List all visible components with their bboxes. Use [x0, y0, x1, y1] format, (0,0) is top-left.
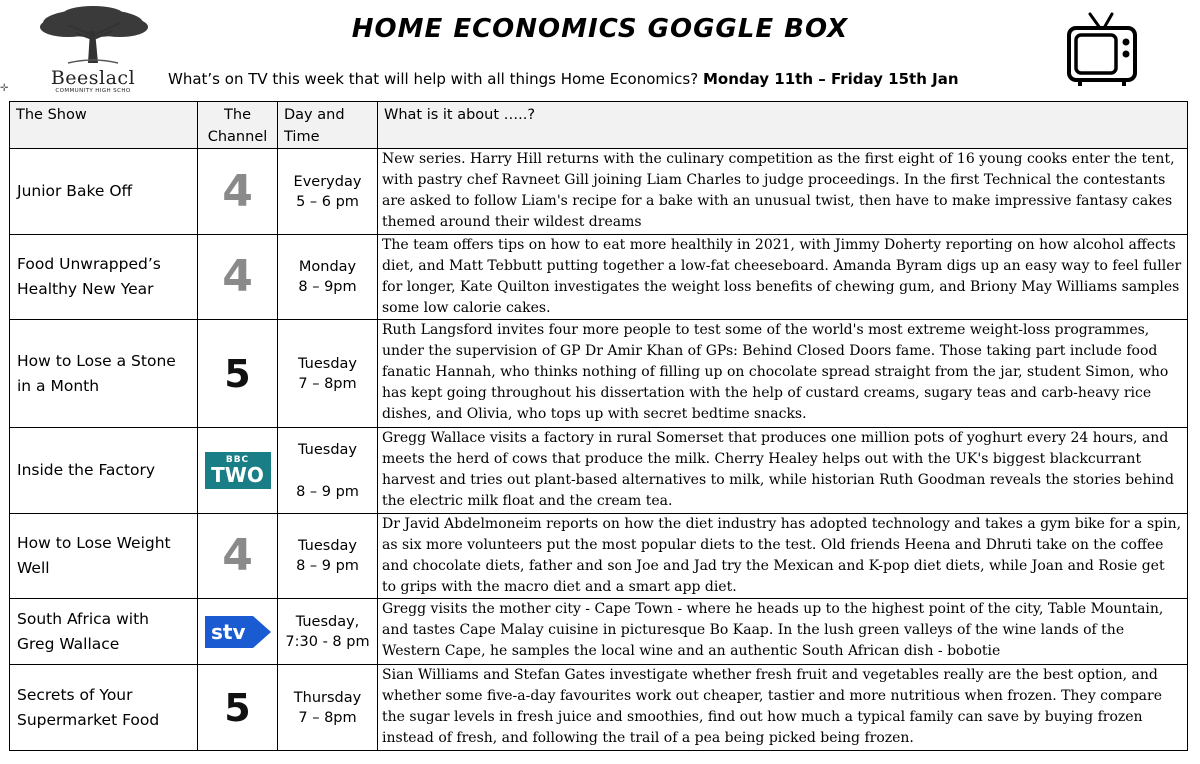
bbc-two-logo: [205, 452, 271, 489]
time: 8 – 9pm: [298, 279, 357, 295]
day: Thursday: [293, 689, 362, 706]
header-show: The Show: [10, 102, 198, 149]
description: Sian Williams and Stefan Gates investigate whether fresh fruit and vegetables really are the best option, and whether some five-a-day favourites work out cheaper, tastier and more nutritious when frozen. They compare the sugar levels in fresh juice and smoothies, find out how much a typical family can save by buying frozen instead of fresh, and following the trail of a pea being picked being frozen.: [378, 665, 1188, 751]
page-subtitle: [168, 70, 1048, 88]
table-row: [10, 514, 1188, 599]
table-row: [10, 665, 1188, 751]
description: Dr Javid Abdelmoneim reports on how the diet industry has adopted technology and takes a gym bike for a spin, as six more volunteers put the most popular diets to the test. Old friends Heena and Dhruti take on the coffee and chocolate diets, father and son Joe and Jad try the Mexican and K-pop diet diets, while Joan and Rosie get to grips with the macro diet and a smart app diet.: [378, 514, 1188, 599]
description: Ruth Langsford invites four more people to test some of the world's most extreme weight-loss programmes, under the supervision of GP Dr Amir Khan of GPs: Behind Closed Doors fame. Those taking part include food fanatic Hannah, who thinks nothing of filling up on chocolate spread straight from the jar, student Simon, who has kept going throughout his dissertation with the help of custard creams, sugary teas and carb-heavy rice dishes, and Olivia, who tops up with secret bedtime snacks.: [378, 320, 1188, 428]
time: 7 – 8pm: [298, 375, 357, 392]
channel-cell: [198, 149, 278, 235]
day: Tuesday: [298, 538, 357, 554]
time: 7 – 8pm: [298, 709, 357, 726]
description: The team offers tips on how to eat more healthily in 2021, with Jimmy Doherty reporting on how alcohol affects diet, and Matt Tebbutt putting together a low-fat cheeseboard. Amanda Byram digs up an easy way to feel fuller for longer, Kate Quilton investigates the weight loss benefits of chewing gum, and Briony May Williams samples some low calorie cakes.: [378, 235, 1188, 320]
school-subtitle: COMMUNITY HIGH SCHO: [55, 88, 131, 94]
description: Gregg visits the mother city - Cape Town - where he heads up to the highest point of the city, Table Mountain, and tastes Cape Malay cuisine in picturesque Bo Kaap. In the lush green valleys of the wine lands of the Western Cape, he samples the local wine and an authentic South African dish - bobotie: [378, 599, 1188, 665]
day: Tuesday,: [295, 613, 360, 630]
table-row: [10, 320, 1188, 428]
table-row: [10, 428, 1188, 514]
day: Tuesday: [298, 355, 357, 372]
page-title: HOME ECONOMICS GOGGLE BOX: [351, 14, 849, 44]
table-header-row: [10, 102, 1188, 149]
channel-5-logo: 5: [224, 685, 251, 730]
day: Everyday: [293, 173, 362, 190]
tv-icon: [1066, 10, 1138, 88]
header-time: Day and Time: [278, 102, 378, 149]
channel-cell: [198, 428, 278, 514]
day: Monday: [298, 259, 357, 275]
show-name: Secrets of Your Supermarket Food: [10, 665, 198, 751]
time-cell: [278, 665, 378, 751]
channel-5-logo: 5: [224, 351, 251, 396]
school-name: Beeslacl: [50, 67, 136, 89]
time: 7:30 - 8 pm: [285, 633, 370, 650]
bbc-two-logo-top: BBC: [225, 455, 250, 465]
tv-schedule-table: [9, 101, 1188, 751]
table-move-handle-icon[interactable]: ✛: [0, 83, 9, 94]
school-logo: [28, 5, 158, 97]
time: 8 – 9 pm: [296, 558, 359, 574]
show-name: How to Lose a Stone in a Month: [10, 320, 198, 428]
time: 8 – 9 pm: [296, 483, 359, 500]
day: Tuesday: [298, 441, 357, 458]
table-row: [10, 599, 1188, 665]
time-cell: [278, 149, 378, 235]
time-cell: [278, 320, 378, 428]
show-name: South Africa with Greg Wallace: [10, 599, 198, 665]
show-name: How to Lose Weight Well: [10, 514, 198, 599]
header-channel: The Channel: [198, 102, 278, 149]
tree-icon: [28, 5, 158, 67]
time-cell: [278, 514, 378, 599]
show-name: Inside the Factory: [10, 428, 198, 514]
channel-4-logo: 4: [222, 530, 253, 581]
stv-logo-text: stv: [210, 619, 246, 644]
channel-4-logo: 4: [222, 165, 253, 217]
bbc-two-logo-bottom: TWO: [211, 463, 264, 487]
channel-4-logo: 4: [222, 251, 253, 302]
channel-cell: [198, 320, 278, 428]
subtitle-dates: Monday 11th – Friday 15th Jan: [702, 70, 959, 88]
channel-cell: [198, 514, 278, 599]
channel-cell: [198, 599, 278, 665]
header-about: What is it about …..?: [378, 102, 1188, 149]
stv-logo: [203, 614, 273, 650]
time: 5 – 6 pm: [296, 193, 359, 210]
show-name: Food Unwrapped’s Healthy New Year: [10, 235, 198, 320]
description: Gregg Wallace visits a factory in rural Somerset that produces one million pots of yoghurt every 24 hours, and meets the herd of cows that produce the milk. Cherry Healey helps out with the UK's biggest blackcurrant harvest and tries out plant-based alternatives to milk, while historian Ruth Goodman reveals the stories behind the electric milk float and the cream tea.: [378, 428, 1188, 514]
channel-cell: [198, 665, 278, 751]
subtitle-lead: What’s on TV this week that will help with all things Home Economics?: [168, 70, 699, 88]
table-row: [10, 149, 1188, 235]
time-cell: [278, 599, 378, 665]
description: New series. Harry Hill returns with the culinary competition as the first eight of 16 young cooks enter the tent, with pastry chef Ravneet Gill joining Liam Charles to judge proceedings. In the first Technical the contestants are asked to follow Liam's recipe for a bake with an unusual twist, then have to make impressive fantasy cakes themed around their wildest dreams: [378, 149, 1188, 235]
channel-cell: [198, 235, 278, 320]
time-cell: [278, 428, 378, 514]
show-name: Junior Bake Off: [10, 149, 198, 235]
time-cell: [278, 235, 378, 320]
table-row: [10, 235, 1188, 320]
